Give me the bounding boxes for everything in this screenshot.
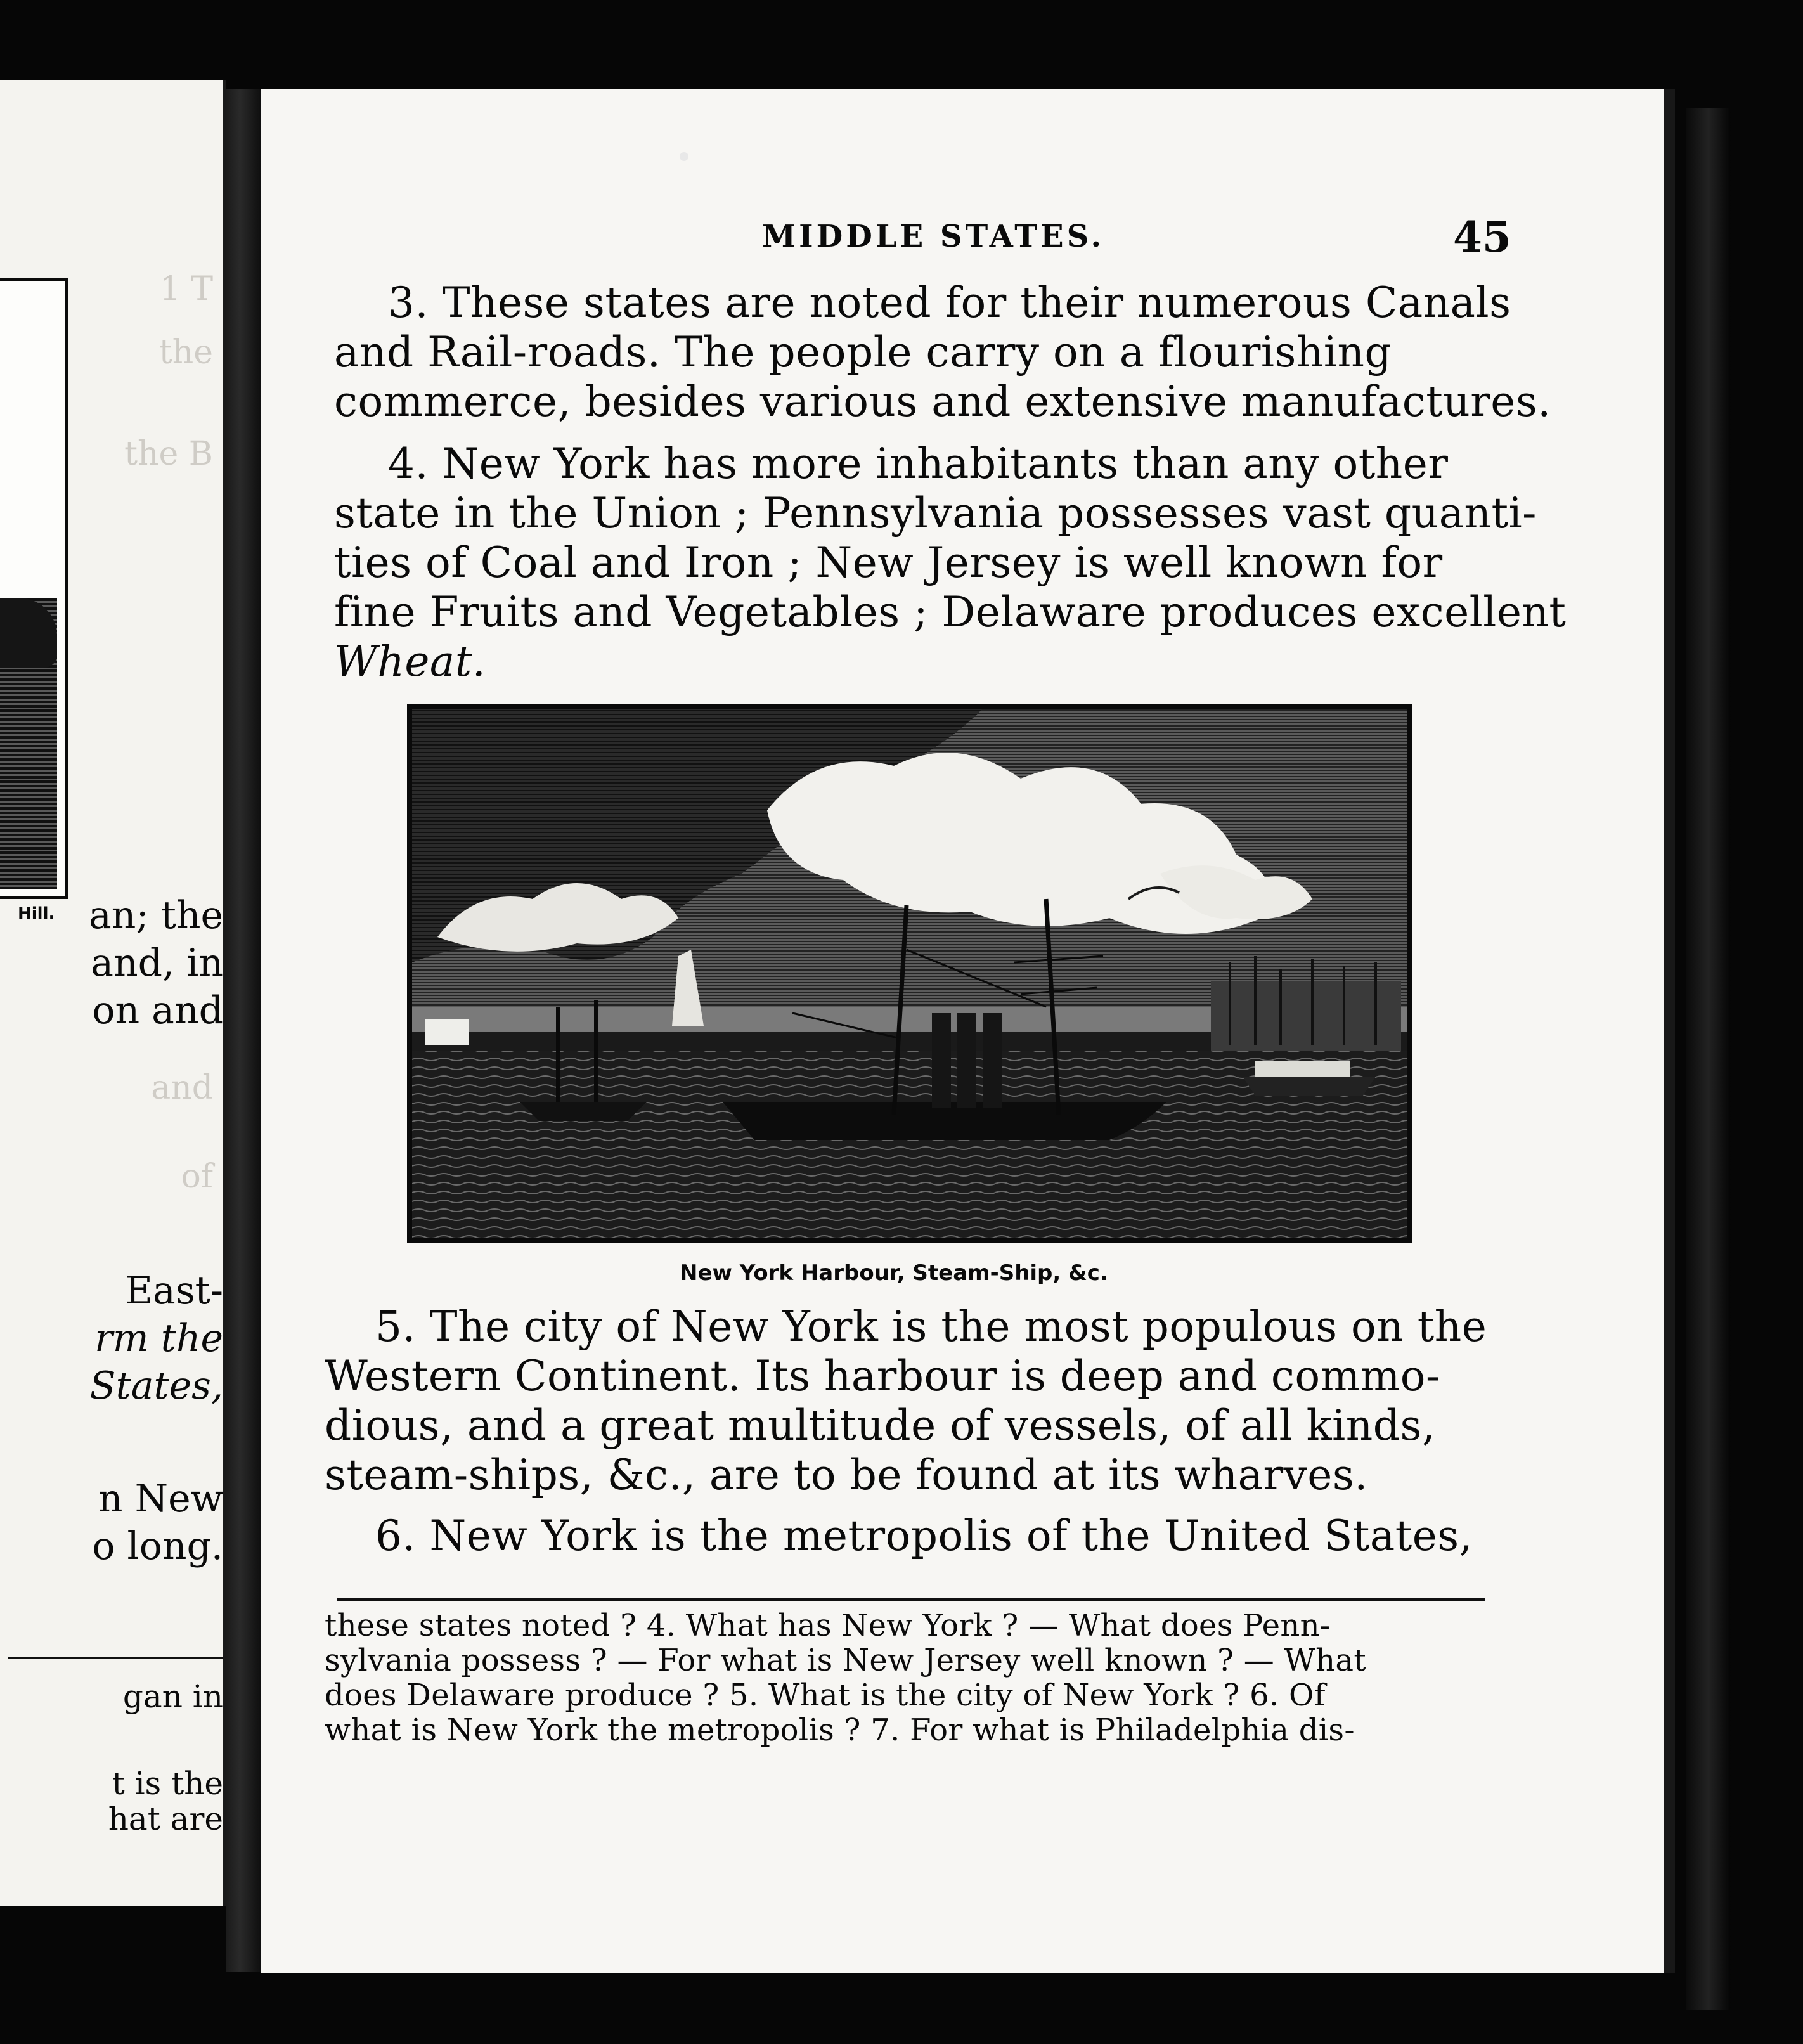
faint-bleed-text: the B xyxy=(124,435,213,473)
body-line xyxy=(334,538,1443,587)
left-page-line: States, xyxy=(89,1364,223,1408)
body-line xyxy=(388,278,1511,327)
body-line xyxy=(325,1352,1440,1400)
body-line-text: fine Fruits and Vegetables ; Delaware produces excellent xyxy=(334,588,1567,637)
left-page-line: n New xyxy=(98,1477,223,1521)
faint-bleed-text: of xyxy=(181,1158,213,1196)
question-line: sylvania possess ? — For what is New Jersey well known ? — What xyxy=(325,1643,1366,1678)
body-line xyxy=(375,1511,1473,1560)
left-page-line: on and xyxy=(92,988,223,1033)
paper-speck xyxy=(680,152,688,161)
body-line xyxy=(334,328,1392,377)
body-line xyxy=(325,1401,1436,1450)
body-line xyxy=(334,637,486,686)
left-page-rule xyxy=(8,1657,223,1659)
left-page-line: an; the xyxy=(89,893,223,938)
body-line-text: and Rail-roads. The people carry on a flourishing xyxy=(334,328,1392,377)
body-line-text: steam-ships, &c., are to be found at its wharves. xyxy=(325,1451,1368,1499)
left-page-question-line: hat are xyxy=(108,1801,223,1837)
body-line xyxy=(325,1451,1368,1499)
body-line xyxy=(334,588,1567,637)
page-45 xyxy=(261,89,1675,1973)
faint-bleed-text: and xyxy=(151,1069,213,1107)
body-line-text: ties of Coal and Iron ; New Jersey is well known for xyxy=(334,538,1443,587)
body-line-text: 5. The city of New York is the most populous on the xyxy=(375,1302,1487,1351)
book-gutter xyxy=(226,89,261,1972)
left-page-question-line: t is the xyxy=(112,1765,223,1802)
left-page-caption: Hill. xyxy=(18,904,55,923)
body-line-text: Western Continent. Its harbour is deep and commo- xyxy=(325,1352,1440,1400)
left-page-line: East- xyxy=(125,1269,223,1313)
faint-bleed-text: 1 T xyxy=(159,270,213,308)
body-line xyxy=(334,489,1537,538)
body-line xyxy=(375,1302,1487,1351)
figure-caption: New York Harbour, Steam-Ship, &c. xyxy=(680,1260,1108,1286)
question-line: what is New York the metropolis ? 7. For what is Philadelphia dis- xyxy=(325,1712,1355,1748)
body-line-text: 3. These states are noted for their numerous Canals xyxy=(388,278,1511,327)
left-page-illustration xyxy=(0,278,68,899)
harbour-engraving xyxy=(407,704,1412,1243)
body-line xyxy=(388,439,1449,488)
running-head: MIDDLE STATES. xyxy=(762,219,1105,254)
body-line xyxy=(334,377,1551,426)
left-page-question-line: gan in xyxy=(122,1678,223,1715)
body-line-text: dious, and a great multitude of vessels, of all kinds, xyxy=(325,1401,1436,1450)
body-line-text: commerce, besides various and extensive manufactures. xyxy=(334,377,1551,426)
body-line-text: 4. New York has more inhabitants than any other xyxy=(388,439,1449,488)
question-line: does Delaware produce ? 5. What is the city of New York ? 6. Of xyxy=(325,1678,1326,1713)
left-page-line: rm the xyxy=(94,1316,223,1361)
left-page-line: and, in xyxy=(91,941,223,985)
faint-bleed-text: the xyxy=(158,333,213,372)
question-line: these states noted ? 4. What has New York ? — What does Penn- xyxy=(325,1608,1331,1643)
harbour-engraving-drawing xyxy=(412,709,1407,1238)
page-edge-shadow xyxy=(1686,108,1731,2010)
questions-divider xyxy=(337,1598,1485,1601)
left-facing-page xyxy=(0,80,226,1906)
page-number: 45 xyxy=(1453,212,1511,262)
left-page-line: o long. xyxy=(92,1524,223,1569)
body-line-text: Wheat. xyxy=(334,637,486,686)
body-line-text: 6. New York is the metropolis of the United States, xyxy=(375,1511,1473,1560)
body-line-text: state in the Union ; Pennsylvania possesses vast quanti- xyxy=(334,489,1537,538)
